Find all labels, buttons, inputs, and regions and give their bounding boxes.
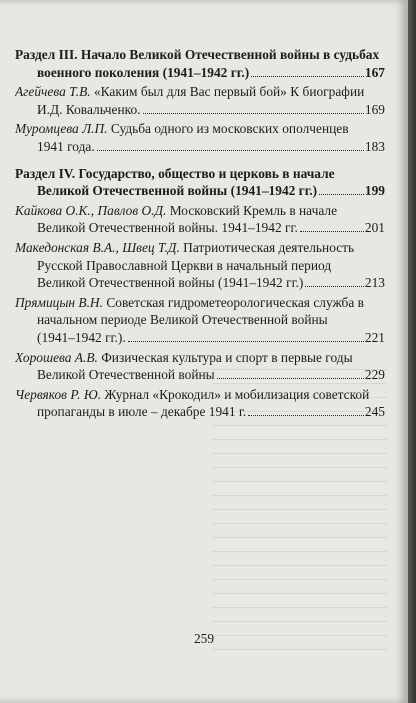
page-ref: 183 (364, 138, 385, 154)
table-of-contents (15, 46, 385, 421)
toc-entry: Македонская В.А., Швец Т.Д. Патриотическая деятельность Русской Православной Церкви в начальный период Великой Отечественной войны (1941–1942 гг.) 213 (15, 239, 385, 291)
toc-entry: Муромцева Л.П. Судьба одного из московских ополченцев 1941 года. 183 (15, 121, 385, 154)
entry-author: Муромцева Л.П. (15, 121, 108, 137)
toc-entry: Прямицын В.Н. Советская гидрометеорологическая служба в начальном периоде Великой Отечественной войны (1941–1942 гг.). 221 (15, 294, 385, 345)
page-ref: 201 (364, 220, 385, 236)
page-ref: 221 (364, 329, 385, 345)
entry-author: Агейчева Т.В. (15, 84, 91, 100)
toc-entry: Червяков Р. Ю. Журнал «Крокодил» и мобилизация советской пропаганды в июле – декабре 1941 г. 245 (15, 386, 385, 420)
section-heading-3: Раздел III. Начало Великой Отечественной войны в судьбах военного поколения (1941–1942 гг.) 167 (15, 47, 385, 80)
entry-author: Хорошева А.В. (15, 349, 98, 365)
book-spine-edge (408, 0, 416, 703)
toc-entry: Кайкова О.К., Павлов О.Д. Московский Кремль в начале Великой Отечественной войны. 1941–1942 гг. 201 (15, 202, 385, 236)
page-ref: 213 (364, 275, 385, 291)
toc-entry: Хорошева А.В. Физическая культура и спорт в первые годы Великой Отечественной войны 229 (15, 349, 385, 383)
page-ref: 229 (364, 367, 385, 383)
toc-entry: Агейчева Т.В. «Каким был для Вас первый бой» К биографии И.Д. Ковальченко. 169 (15, 84, 385, 117)
page-ref: 167 (364, 64, 385, 80)
page-number: 259 (193, 631, 215, 646)
entry-author: Кайкова О.К., Павлов О.Д. (15, 202, 167, 218)
page-ref: 245 (364, 404, 385, 420)
entry-author: Прямицын В.Н. (15, 294, 103, 310)
entry-author: Македонская В.А., Швец Т.Д. (15, 239, 180, 255)
page-ref: 199 (364, 183, 385, 199)
section-heading-4: Раздел IV. Государство, общество и церковь в начале Великой Отечественной войны (1941–1942 гг.) 199 (15, 165, 385, 199)
page-ref: 169 (364, 101, 385, 117)
entry-author: Червяков Р. Ю. (15, 386, 102, 402)
